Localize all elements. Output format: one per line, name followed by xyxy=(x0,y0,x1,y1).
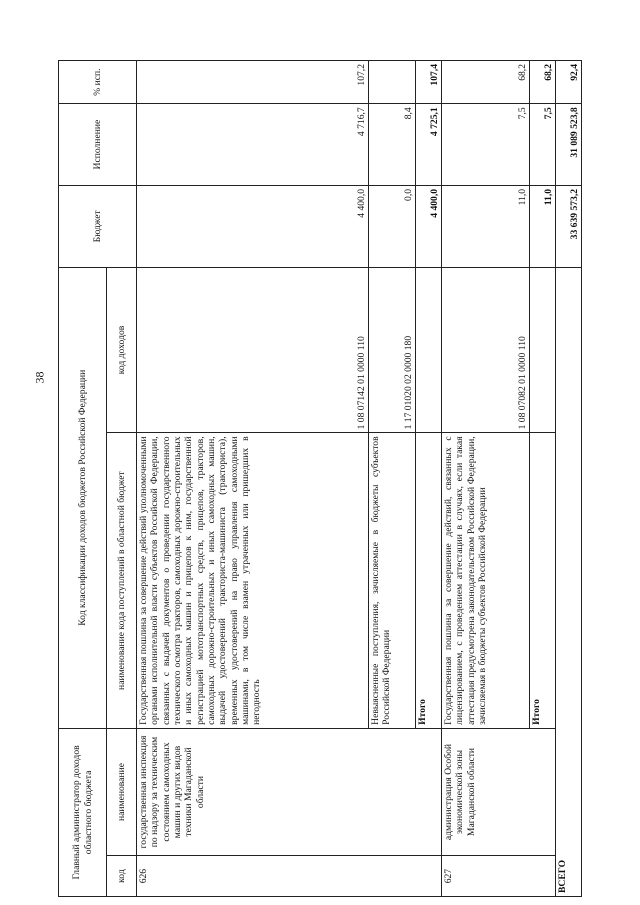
header-budget: Бюджет xyxy=(59,185,137,267)
budget-value: 11,0 xyxy=(441,185,529,267)
admin-name: администрация Особой экономической зоны Магаданской области xyxy=(441,728,555,855)
landscape-page xyxy=(58,60,582,897)
percent-value xyxy=(369,61,416,104)
percent-value: 107,2 xyxy=(137,61,369,104)
group-total-label: Итого xyxy=(415,433,441,728)
grand-total-percent: 92,4 xyxy=(555,61,581,104)
revenue-code: 1 08 07142 01 0000 110 xyxy=(137,267,369,433)
header-execution: Исполнение xyxy=(59,104,137,186)
group-total-label: Итого xyxy=(529,433,555,728)
group-total-execution: 7,5 xyxy=(529,104,555,186)
revenue-code: 1 17 01020 02 0000 180 xyxy=(369,267,416,433)
group-total-code xyxy=(529,267,555,433)
percent-value: 68,2 xyxy=(441,61,529,104)
header-admin-group: Главный администратор доходов областного бюджета xyxy=(59,728,107,896)
revenue-description: Государственная пошлина за совершение действий, связанных с лицензированием, с проведением аттестации в случаях, если такая аттестация предусмотрена законодательством Российской Федерации, зачисляемая в бюджеты субъектов Российской Федерации xyxy=(441,433,529,728)
group-total-budget: 4 400,0 xyxy=(415,185,441,267)
revenue-description: Государственная пошлина за совершение действий уполномоченными органами исполнительной власти субъектов Российской Федерации, связанных с выдачей документов о проведении государственного технического осмотра тракторов, самоходных дорожно-строительных и иных самоходных машин и прицепов к ним, государственной регистрацией мототранспортных средств, прицепов, тракторов, самоходных дорожно-строительных и иных самоходных машин, выдачей удостоверений тракториста-машиниста (тракториста), временных удостоверений на право управления самоходными машинами, в том числе взамен утраченных или пришедших в негодность xyxy=(137,433,369,728)
header-classification-group: Код классификации доходов бюджетов Российской Федерации xyxy=(59,267,107,728)
group-total-execution: 4 725,1 xyxy=(415,104,441,186)
header-name: наименование xyxy=(107,728,137,855)
budget-value: 0,0 xyxy=(369,185,416,267)
header-code: код xyxy=(107,856,137,897)
admin-code: 626 xyxy=(137,856,442,897)
header-percent: % исп. xyxy=(59,61,137,104)
revenue-description: Невыясненные поступления, зачисляемые в бюджеты субъектов Российской Федерации xyxy=(369,433,416,728)
group-total-percent: 107,4 xyxy=(415,61,441,104)
table-row xyxy=(137,61,369,897)
group-total-budget: 11,0 xyxy=(529,185,555,267)
page-number: 38 xyxy=(32,371,47,384)
admin-code: 627 xyxy=(441,856,555,897)
revenue-code: 1 08 07082 01 0000 110 xyxy=(441,267,529,433)
group-total-code xyxy=(415,267,441,433)
execution-value: 7,5 xyxy=(441,104,529,186)
execution-value: 8,4 xyxy=(369,104,416,186)
budget-value: 4 400,0 xyxy=(137,185,369,267)
group-total-percent: 68,2 xyxy=(529,61,555,104)
grand-total-execution: 31 089 523,8 xyxy=(555,104,581,186)
header-revenue-name: наименование кода поступлений в областной бюджет xyxy=(107,433,137,728)
header-revenue-code: код доходов xyxy=(107,267,137,433)
revenue-table xyxy=(58,60,582,897)
grand-total-label: ВСЕГО xyxy=(555,267,581,896)
execution-value: 4 716,7 xyxy=(137,104,369,186)
rotated-table-viewport xyxy=(58,60,582,897)
grand-total-row xyxy=(555,61,581,897)
table-row xyxy=(441,61,529,897)
grand-total-budget: 33 639 573,2 xyxy=(555,185,581,267)
admin-name: государственная инспекция по надзору за техническим состоянием самоходных машин и других видов техники Магаданской области xyxy=(137,728,442,855)
